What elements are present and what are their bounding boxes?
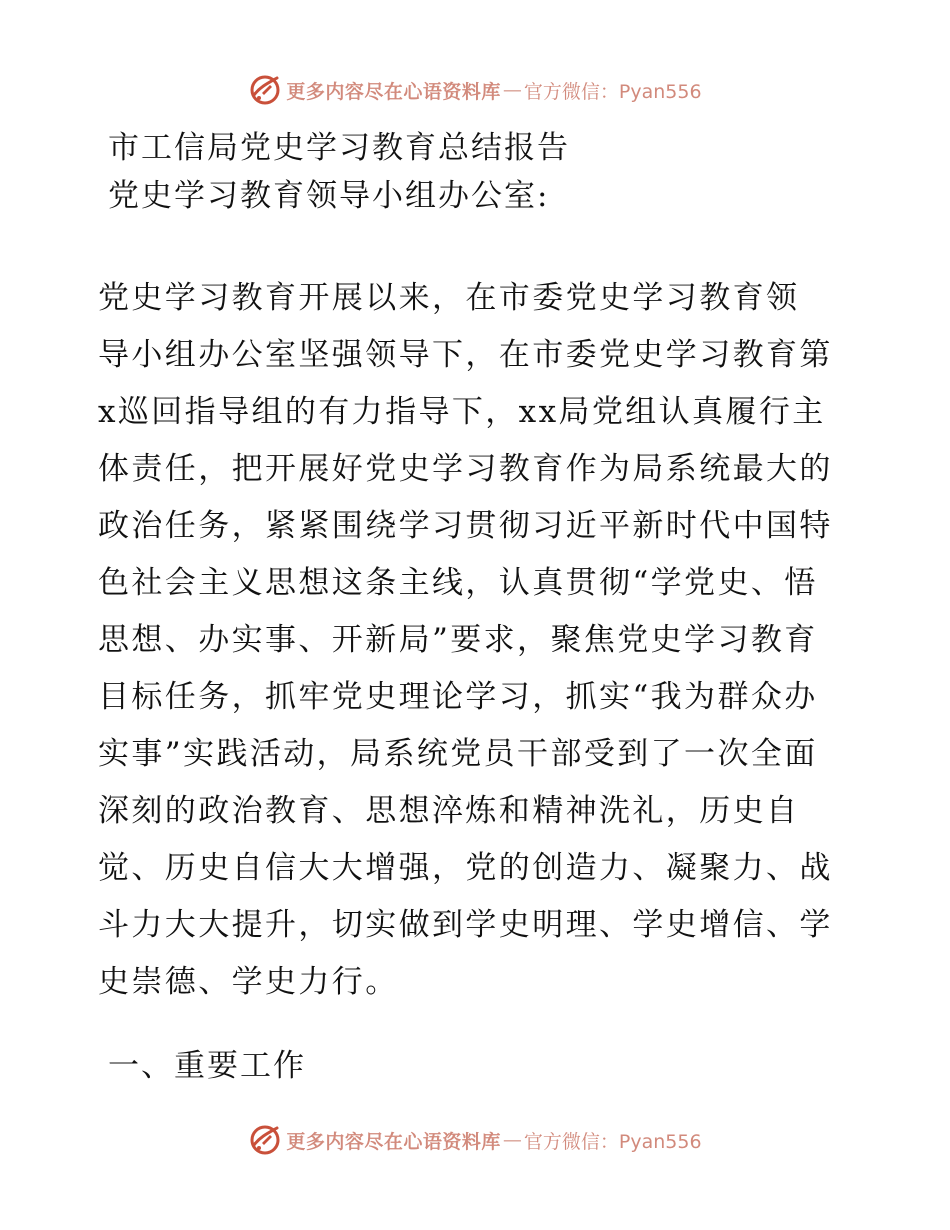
section-heading: 一、重要工作 bbox=[108, 1048, 306, 1084]
watermark-separator: — bbox=[502, 1129, 522, 1151]
body-line: 史崇德、学史力行。 bbox=[98, 964, 399, 1000]
document-body bbox=[98, 270, 858, 1011]
body-line: 觉、历史自信大大增强，党的创造力、凝聚力、战 bbox=[98, 850, 833, 886]
pen-circle-logo-icon bbox=[248, 73, 282, 107]
document-addressee: 党史学习教育领导小组办公室: bbox=[108, 178, 550, 214]
body-line: 导小组办公室坚强领导下，在市委党史学习教育第 bbox=[98, 337, 833, 373]
body-line: 目标任务，抓牢党史理论学习，抓实“我为群众办 bbox=[98, 679, 818, 715]
body-line: 实事”实践活动，局系统党员干部受到了一次全面 bbox=[98, 736, 818, 772]
footer-watermark bbox=[0, 1120, 950, 1160]
body-line: 党史学习教育开展以来，在市委党史学习教育领 bbox=[98, 280, 800, 316]
body-line: 政治任务，紧紧围绕学习贯彻习近平新时代中国特 bbox=[98, 508, 833, 544]
body-line: 深刻的政治教育、思想淬炼和精神洗礼，历史自 bbox=[98, 793, 800, 829]
body-line: x巡回指导组的有力指导下，xx局党组认真履行主 bbox=[98, 394, 826, 430]
document-title: 市工信局党史学习教育总结报告 bbox=[108, 130, 570, 166]
body-line: 斗力大大提升，切实做到学史明理、学史增信、学 bbox=[98, 907, 833, 943]
watermark-contact: 官方微信：Pyan556 bbox=[523, 80, 702, 103]
watermark-text: 更多内容尽在心语资料库 bbox=[286, 80, 501, 103]
watermark-text: 更多内容尽在心语资料库 bbox=[286, 1130, 501, 1153]
watermark-separator: — bbox=[502, 79, 522, 101]
header-watermark bbox=[0, 70, 950, 110]
body-line: 色社会主义思想这条主线，认真贯彻“学党史、悟 bbox=[98, 565, 818, 601]
watermark-contact: 官方微信：Pyan556 bbox=[523, 1130, 702, 1153]
body-line: 体责任，把开展好党史学习教育作为局系统最大的 bbox=[98, 451, 833, 487]
body-line: 思想、办实事、开新局”要求，聚焦党史学习教育 bbox=[98, 622, 818, 658]
pen-circle-logo-icon bbox=[248, 1123, 282, 1157]
